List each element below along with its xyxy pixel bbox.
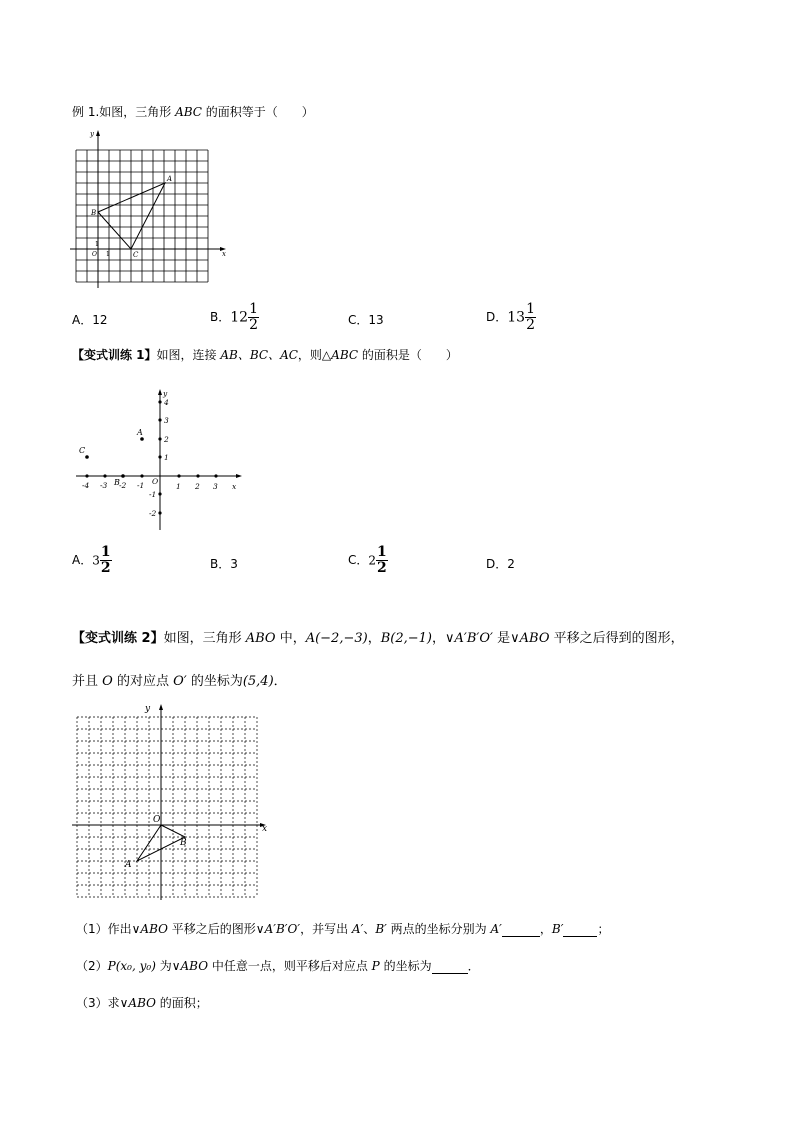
example1-question: 例 1.如图，三角形 ABC 的面积等于（ ） <box>72 105 314 119</box>
unit-x-label: 1 <box>106 251 110 258</box>
v1-option-c[interactable]: C．2 $\frac{1}{2}$ <box>348 544 387 576</box>
unit-y-label: 1 <box>95 241 99 248</box>
point-a-label: A <box>125 860 132 870</box>
xtick-3: 3 <box>213 482 218 491</box>
option-a[interactable]: A．12 <box>72 313 108 327</box>
option-d[interactable]: D．13 $\frac{1}{2}$ <box>486 301 535 333</box>
answer-blank-b-prime[interactable] <box>563 922 597 937</box>
xtick-neg1: -1 <box>137 481 145 490</box>
point-b-label: B <box>91 209 97 217</box>
point-a <box>140 437 144 441</box>
xtick-1: 1 <box>176 482 181 491</box>
point-b <box>121 474 125 478</box>
example1-grid-graph <box>70 128 235 288</box>
point-o-label: O <box>153 815 161 825</box>
point-c <box>85 455 89 459</box>
variant1-question: 【变式训练 1】如图，连接 AB、BC、AC，则△ABC 的面积是（ ） <box>72 348 458 362</box>
x-axis-label: x <box>222 250 226 258</box>
xtick-2: 2 <box>195 482 200 491</box>
ytick-3: 3 <box>164 416 169 425</box>
answer-blank-p-coord[interactable] <box>432 959 468 974</box>
ytick-neg1: -1 <box>149 490 157 499</box>
ytick-2: 2 <box>164 435 169 444</box>
subquestion-1: （1）作出∨ABO 平移之后的图形∨A′B′O′，并写出 A′、B′ 两点的坐标分别为 A′ ，B′ ； <box>76 922 610 936</box>
xtick-neg4: -4 <box>82 481 90 490</box>
x-axis-label: x <box>262 824 268 834</box>
answer-blank-a-prime[interactable] <box>502 922 540 937</box>
point-c-label: C <box>133 251 139 259</box>
ytick-4: 4 <box>164 398 169 407</box>
point-b-label: B <box>180 838 187 848</box>
variant2-dashed-grid-graph <box>72 700 272 900</box>
y-axis-label: y <box>163 389 168 398</box>
variant1-coordinate-graph <box>72 384 252 534</box>
xtick-neg3: -3 <box>100 481 108 490</box>
origin-label: O <box>152 477 159 486</box>
point-b-label: B <box>114 478 120 487</box>
variant2-question-line2: 并且 O 的对应点 O′ 的坐标为(5,4)． <box>72 674 287 689</box>
option-b[interactable]: B．12 $\frac{1}{2}$ <box>210 301 258 333</box>
origin-label: O <box>92 251 97 258</box>
subquestion-2: （2）P(x₀, y₀) 为∨ABO 中任意一点，则平移后对应点 P 的坐标为 ． <box>76 959 480 973</box>
point-a-label: A <box>137 428 143 437</box>
y-axis-label: y <box>90 130 94 138</box>
subquestion-3: （3）求∨ABO 的面积； <box>76 996 208 1010</box>
ytick-neg2: -2 <box>149 509 157 518</box>
option-c[interactable]: C．13 <box>348 313 384 327</box>
v1-option-b[interactable]: B．3 <box>210 557 238 571</box>
v1-option-d[interactable]: D．2 <box>486 557 515 571</box>
y-axis-label: y <box>145 704 151 714</box>
x-axis-label: x <box>232 482 237 491</box>
point-a-label: A <box>167 175 173 183</box>
ytick-1: 1 <box>164 453 169 462</box>
v1-option-a[interactable]: A．3 $\frac{1}{2}$ <box>72 544 111 576</box>
point-c-label: C <box>79 446 86 455</box>
xtick-neg2: -2 <box>119 481 127 490</box>
variant2-question-line1: 【变式训练 2】如图，三角形 ABO 中，A(−2,−3)，B(2,−1)，∨A′B′O′ 是∨ABO 平移之后得到的图形， <box>72 631 684 646</box>
